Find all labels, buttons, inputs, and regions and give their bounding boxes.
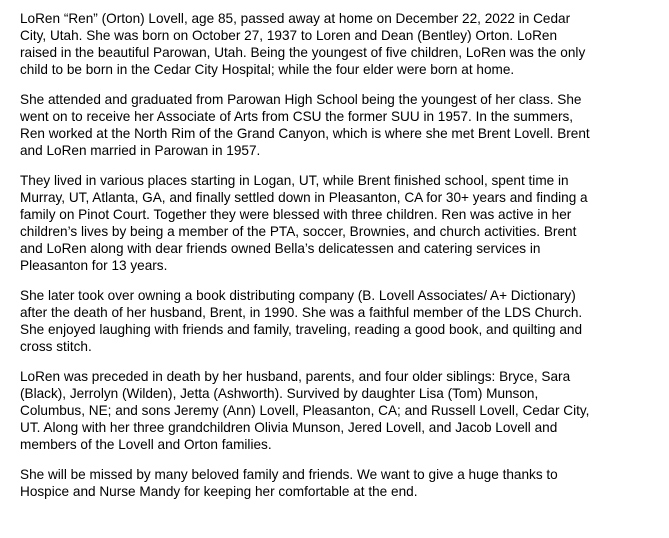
text-line: and LoRen along with dear friends owned Bella’s delicatessen and catering services in <box>20 241 541 256</box>
text-line: Ren worked at the North Rim of the Grand Canyon, which is where she met Brent Lovell. Brent <box>20 126 590 141</box>
text-line: after the death of her husband, Brent, in 1990. She was a faithful member of the LDS Church. <box>20 305 583 320</box>
text-line: LoRen was preceded in death by her husband, parents, and four older siblings: Bryce, Sara <box>20 369 571 384</box>
text-line: LoRen “Ren” (Orton) Lovell, age 85, passed away at home on December 22, 2022 in Cedar <box>20 11 571 26</box>
text-line: raised in the beautiful Parowan, Utah. Being the youngest of five children, LoRen was the only <box>20 45 586 60</box>
text-line: members of the Lovell and Orton families. <box>20 437 272 452</box>
text-line: They lived in various places starting in Logan, UT, while Brent finished school, spent time in <box>20 173 569 188</box>
text-line: family on Pinot Court. Together they were blessed with three children. Ren was active in her <box>20 207 572 222</box>
text-line: child to be born in the Cedar City Hospital; while the four elder were born at home. <box>20 62 515 77</box>
text-line: and LoRen married in Parowan in 1957. <box>20 143 261 158</box>
text-line: Murray, UT, Atlanta, GA, and finally settled down in Pleasanton, CA for 30+ years and finding a <box>20 190 588 205</box>
text-line: She will be missed by many beloved family and friends. We want to give a huge thanks to <box>20 467 558 482</box>
paragraph-later-life <box>20 287 652 355</box>
paragraph-education <box>20 91 652 159</box>
text-line: Pleasanton for 13 years. <box>20 258 168 273</box>
text-line: cross stitch. <box>20 339 92 354</box>
paragraph-birth <box>20 10 652 78</box>
paragraph-family-life <box>20 172 652 274</box>
text-line: UT. Along with her three grandchildren Olivia Munson, Jered Lovell, and Jacob Lovell and <box>20 420 558 435</box>
paragraph-survivors <box>20 368 652 453</box>
text-line: (Black), Jerrolyn (Wilden), Jetta (Ashworth). Survived by daughter Lisa (Tom) Munson, <box>20 386 539 401</box>
text-line: She later took over owning a book distributing company (B. Lovell Associates/ A+ Dictionary) <box>20 288 576 303</box>
text-line: Columbus, NE; and sons Jeremy (Ann) Lovell, Pleasanton, CA; and Russell Lovell, Cedar City, <box>20 403 590 418</box>
paragraph-closing <box>20 466 652 500</box>
obituary-document <box>20 10 652 513</box>
text-line: City, Utah. She was born on October 27, 1937 to Loren and Dean (Bentley) Orton. LoRen <box>20 28 558 43</box>
text-line: went on to receive her Associate of Arts from CSU the former SUU in 1957. In the summers, <box>20 109 574 124</box>
text-line: Hospice and Nurse Mandy for keeping her comfortable at the end. <box>20 484 418 499</box>
text-line: She enjoyed laughing with friends and family, traveling, reading a good book, and quilting and <box>20 322 583 337</box>
text-line: children’s lives by being a member of the PTA, soccer, Brownies, and church activities. Brent <box>20 224 577 239</box>
text-line: She attended and graduated from Parowan High School being the youngest of her class. She <box>20 92 582 107</box>
